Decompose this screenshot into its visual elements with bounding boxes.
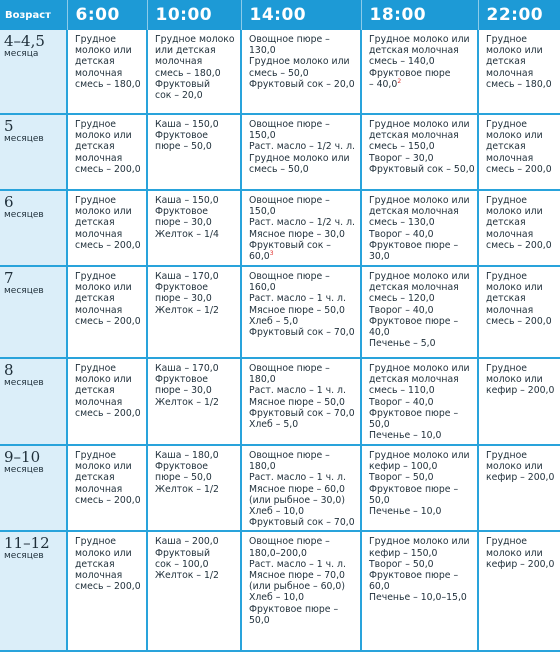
meal-cell-1800 <box>361 30 478 114</box>
header-time-2200: 22:00 <box>478 0 560 30</box>
meal-cell-1400: Овощное пюре – 160,0 Раст. масло – 1 ч. л. Мясное пюре – 50,0 Хлеб – 5,0 Фруктовый сок – 70,0 <box>241 266 361 358</box>
meal-cell-1400: Овощное пюре – 180,0–200,0 Раст. масло – 1 ч. л. Мясное пюре – 70,0 (или рыбное – 60,0) Хлеб – 10,0 Фруктовое пюре – 50,0 <box>241 531 361 651</box>
meal-cell-2200: Грудное молоко или кефир – 200,0 <box>478 358 560 445</box>
age-unit: месяца <box>4 49 39 59</box>
meal-cell-0600: Грудное молоко или детская молочная смесь – 200,0 <box>67 266 147 358</box>
age-cell <box>0 190 67 266</box>
meal-cell-2200: Грудное молоко или детская молочная смесь – 200,0 <box>478 114 560 190</box>
age-unit: месяцев <box>4 286 44 296</box>
meal-cell-1800: Грудное молоко или детская молочная смесь – 130,0 Творог – 40,0 Фруктовое пюре – 30,0 <box>361 190 478 266</box>
footnote-marker: 2 <box>397 77 402 85</box>
meal-cell-0600: Грудное молоко или детская молочная смесь – 200,0 <box>67 445 147 531</box>
age-cell <box>0 30 67 114</box>
meal-cell-2200: Грудное молоко или детская молочная смесь – 200,0 <box>478 190 560 266</box>
age-value: 8 <box>4 361 14 379</box>
age-cell <box>0 358 67 445</box>
meal-cell-2200: Грудное молоко или кефир – 200,0 <box>478 445 560 531</box>
age-unit: месяцев <box>4 465 44 475</box>
age-cell <box>0 114 67 190</box>
meal-cell-2200: Грудное молоко или детская молочная смесь – 200,0 <box>478 266 560 358</box>
meal-cell-1800: Грудное молоко или детская молочная смесь – 120,0 Творог – 40,0 Фруктовое пюре – 40,0 Печенье – 5,0 <box>361 266 478 358</box>
table-row <box>0 190 560 266</box>
header-age: Возраст <box>0 0 67 30</box>
age-cell <box>0 445 67 531</box>
age-unit: месяцев <box>4 134 44 144</box>
age-cell <box>0 531 67 651</box>
meal-cell-2200: Грудное молоко или детская молочная смесь – 180,0 <box>478 30 560 114</box>
table-row <box>0 114 560 190</box>
meal-cell-1400: Овощное пюре – 150,0 Раст. масло – 1/2 ч. л. Грудное молоко или смесь – 50,0 <box>241 114 361 190</box>
table-row <box>0 358 560 445</box>
age-cell <box>0 266 67 358</box>
meal-cell-0600: Грудное молоко или детская молочная смесь – 180,0 <box>67 30 147 114</box>
meal-cell-text: Овощное пюре – 150,0 Раст. масло – 1/2 ч. л. Мясное пюре – 30,0 Фруктовый сок – 60,0 <box>249 195 355 263</box>
age-unit: месяцев <box>4 210 44 220</box>
meal-cell-1000: Каша – 150,0 Фруктовое пюре – 50,0 <box>147 114 241 190</box>
meal-cell-1800: Грудное молоко или кефир – 150,0 Творог – 50,0 Фруктовое пюре – 60,0 Печенье – 10,0–15,0 <box>361 531 478 651</box>
meal-cell-1400: Овощное пюре – 180,0 Раст. масло – 1 ч. л. Мясное пюре – 50,0 Фруктовый сок – 70,0 Хлеб – 5,0 <box>241 358 361 445</box>
meal-cell-1000: Грудное молоко или детская молочная смесь – 180,0 Фруктовый сок – 20,0 <box>147 30 241 114</box>
meal-cell-0600: Грудное молоко или детская молочная смесь – 200,0 <box>67 190 147 266</box>
meal-cell-1800: Грудное молоко или кефир – 100,0 Творог – 50,0 Фруктовое пюре – 50,0 Печенье – 10,0 <box>361 445 478 531</box>
header-time-1400: 14:00 <box>241 0 361 30</box>
meal-cell-1800: Грудное молоко или детская молочная смесь – 150,0 Творог – 30,0 Фруктовый сок – 50,0 <box>361 114 478 190</box>
header-time-1000: 10:00 <box>147 0 241 30</box>
meal-cell-1800: Грудное молоко или детская молочная смесь – 110,0 Творог – 40,0 Фруктовое пюре – 50,0 Печенье – 10,0 <box>361 358 478 445</box>
meal-cell-1000: Каша – 170,0 Фруктовое пюре – 30,0 Желток – 1/2 <box>147 358 241 445</box>
age-value: 11–12 <box>4 534 50 553</box>
table-row <box>0 445 560 531</box>
age-value: 6 <box>4 193 14 211</box>
meal-cell-0600: Грудное молоко или детская молочная смесь – 200,0 <box>67 358 147 445</box>
header-time-0600: 6:00 <box>67 0 147 30</box>
age-value: 7 <box>4 269 14 287</box>
meal-cell-0600: Грудное молоко или детская молочная смесь – 200,0 <box>67 114 147 190</box>
meal-cell-0600: Грудное молоко или детская молочная смесь – 200,0 <box>67 531 147 651</box>
meal-cell-1400: Овощное пюре – 180,0 Раст. масло – 1 ч. л. Мясное пюре – 60,0 (или рыбное – 30,0) Хлеб – 10,0 Фруктовый сок – 70,0 <box>241 445 361 531</box>
age-value: 5 <box>4 117 14 135</box>
meal-cell-1000: Каша – 180,0 Фруктовое пюре – 50,0 Желток – 1/2 <box>147 445 241 531</box>
meal-cell-1000: Каша – 150,0 Фруктовое пюре – 30,0 Желток – 1/4 <box>147 190 241 266</box>
header-row <box>0 0 560 30</box>
meal-cell-2200: Грудное молоко или кефир – 200,0 <box>478 531 560 651</box>
age-value: 4–4,5 <box>4 32 45 50</box>
table-row <box>0 30 560 114</box>
header-time-1800: 18:00 <box>361 0 478 30</box>
age-value: 9–10 <box>4 448 41 466</box>
age-unit: месяцев <box>4 378 44 388</box>
meal-cell-text: Грудное молоко или детская молочная смесь – 140,0 Фруктовое пюре – 40,0 <box>369 34 470 90</box>
meal-cell-1000: Каша – 200,0 Фруктовый сок – 100,0 Желток – 1/2 <box>147 531 241 651</box>
meal-cell-1400 <box>241 190 361 266</box>
meal-cell-1400: Овощное пюре – 130,0 Грудное молоко или смесь – 50,0 Фруктовый сок – 20,0 <box>241 30 361 114</box>
meal-cell-1000: Каша – 170,0 Фруктовое пюре – 30,0 Желток – 1/2 <box>147 266 241 358</box>
footnote-marker: 3 <box>269 249 274 257</box>
table-row <box>0 266 560 358</box>
table-row <box>0 531 560 651</box>
age-unit: месяцев <box>4 551 44 562</box>
